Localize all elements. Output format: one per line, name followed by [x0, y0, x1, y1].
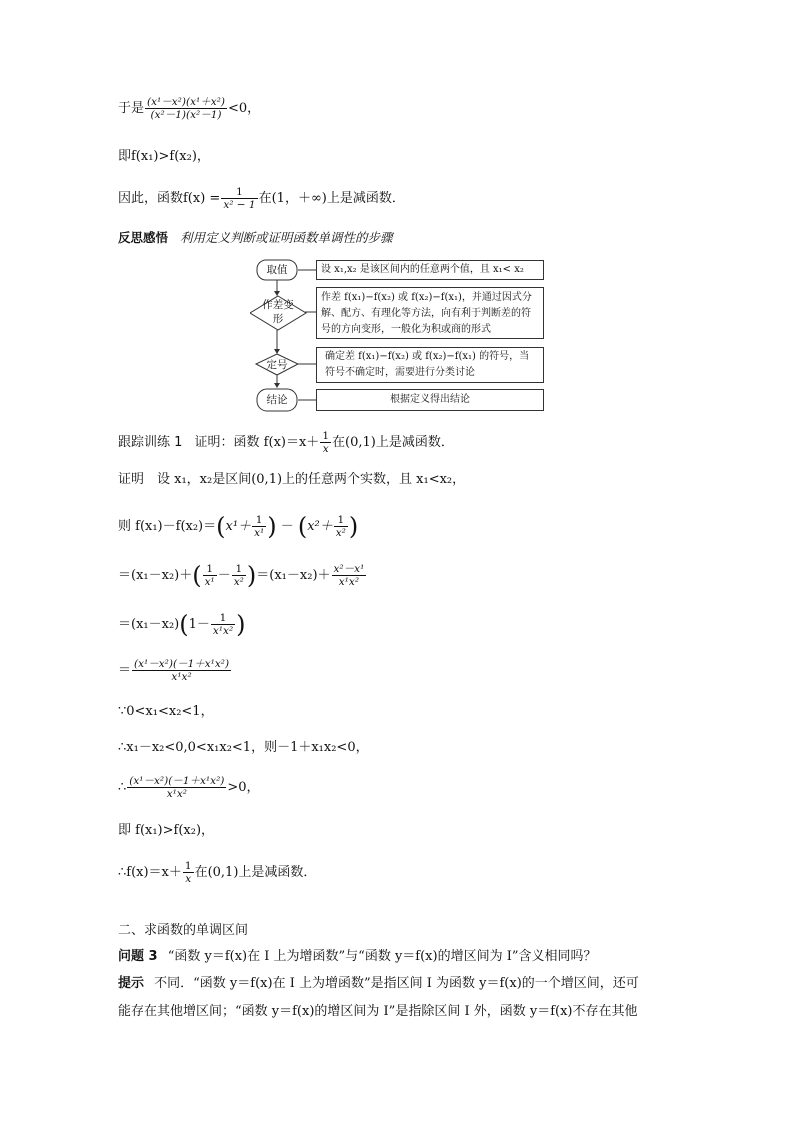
- exercise-label: 跟踪训练 1: [118, 435, 183, 450]
- proof-step-3: ＝(x₁－x₂)(1－ $\frac{1}{\text{x¹x²}}$ ): [118, 610, 246, 639]
- fraction: $\frac{\text{(x¹－x²)(－1＋x¹x²)}}{\text{x¹x²}}$: [129, 775, 225, 800]
- line-inequality: 即f(x₁)>f(x₂)，: [118, 149, 210, 164]
- fraction: $\frac{1}{\text{x¹}}$: [204, 563, 215, 588]
- flowchart-box-2: 作差 f(x₁)−f(x₂) 或 f(x₂)−f(x₁)，并通过因式分解、配方、有理化等方法，向有利于判断差的符号的方向变形，一般化为积或商的形式: [316, 287, 544, 339]
- flowchart-node-4: 结论: [266, 394, 288, 406]
- line-therefore: 因此，函数f(x) = $\frac{1}{\text{x² − 1}}$ 在(1，＋∞)上是减函数．: [118, 186, 405, 211]
- section-heading: 二、求函数的单调区间: [118, 923, 249, 938]
- hint-line-2: 能存在其他增区间；“函数 y＝f(x)的增区间为 I”是指除区间 I 外，函数 y＝f(x)不存在其他: [118, 1004, 638, 1019]
- fraction: $\frac{\text{(x¹－x²)(－1＋x¹x²)}}{\text{x¹x²}}$: [134, 658, 230, 683]
- proof-condition-1: ∵0<x₁<x₂<1，: [118, 704, 214, 719]
- proof-final: ∴f(x)＝x＋ $\frac{1}{x}$ 在(0,1)上是减函数．: [118, 860, 317, 885]
- proof-inequality: 即 f(x₁)>f(x₂)，: [118, 823, 215, 838]
- reflection-label: 反思感悟: [118, 230, 169, 245]
- reflection-title: 利用定义判断或证明函数单调性的步骤: [180, 230, 393, 245]
- proof-conclusion-fraction: ∴ $\frac{\text{(x¹－x²)(－1＋x¹x²)}}{\text{x¹x²}}$ >0，: [118, 775, 260, 800]
- proof-intro: 证明 设 x₁，x₂是区间(0,1)上的任意两个实数，且 x₁<x₂，: [118, 472, 466, 487]
- proof-step-2: ＝(x₁－x₂)＋( $\frac{1}{\text{x¹}}$ － $\frac{1}{\text{x²}}$ )＝(x₁－x₂)＋ $\frac{\text{x²－x¹}}{\text{x¹x²}}$: [118, 561, 365, 590]
- flowchart-box-4: 根据定义得出结论: [316, 389, 544, 411]
- hint-line-1: 提示 不同．“函数 y＝f(x)在 I 上为增函数”是指区间 I 为函数 y＝f(x)的一个增区间，还可: [118, 976, 639, 991]
- flowchart: [250, 258, 546, 414]
- fraction: $\frac{1}{\text{x¹}}$: [254, 514, 265, 539]
- hint-label: 提示: [118, 976, 145, 991]
- fraction: $\frac{1}{x}$: [184, 860, 192, 885]
- flowchart-box-1: 设 x₁,x₂ 是该区间内的任意两个值，且 x₁< x₂: [316, 260, 544, 280]
- fraction: $\frac{1}{\text{x¹x²}}$: [212, 612, 234, 637]
- reflection-heading: [118, 229, 393, 247]
- question-line: 问题 3 “函数 y＝f(x)在 I 上为增函数”与“函数 y＝f(x)的增区间为 I”含义相同吗？: [118, 949, 597, 964]
- flowchart-node-3: 定号: [266, 359, 288, 371]
- proof-step-1: 则 f(x₁)－f(x₂)＝(x¹＋ $\frac{1}{\text{x¹}}$ ) － (x²＋ $\frac{1}{\text{x²}}$ ): [118, 512, 359, 541]
- exercise-line: 跟踪训练 1 证明：函数 f(x)＝x＋ $\frac{1}{x}$ 在(0,1)上是减函数．: [118, 430, 454, 455]
- fraction: $\frac{\text{(x¹－x²)(x¹＋x²)}}{\text{(x²－1)(x²－1)}}$: [147, 96, 225, 121]
- flowchart-node-1: 取值: [266, 264, 288, 276]
- proof-condition-2: ∴x₁－x₂<0,0<x₁x₂<1，则－1＋x₁x₂<0，: [118, 740, 369, 755]
- fraction: $\frac{1}{\text{x²}}$: [335, 514, 346, 539]
- question-label: 问题 3: [118, 949, 158, 964]
- fraction: $\frac{1}{\text{x²}}$: [233, 563, 244, 588]
- flowchart-box-3: 确定差 f(x₁)−f(x₂) 或 f(x₂)−f(x₁) 的符号，当符号不确定时，需要进行分类讨论: [316, 347, 544, 383]
- fraction: $\frac{\text{x²－x¹}}{\text{x¹x²}}$: [333, 563, 365, 588]
- line-conclusion-fraction: 于是 $\frac{\text{(x¹－x²)(x¹＋x²)}}{\text{(x²－1)(x²－1)}}$ <0，: [118, 96, 261, 121]
- fraction: $\frac{1}{x}$: [322, 430, 329, 455]
- proof-step-4: ＝ $\frac{\text{(x¹－x²)(－1＋x¹x²)}}{\text{x¹x²}}$: [118, 658, 230, 683]
- fraction: $\frac{1}{\text{x² − 1}}$: [223, 186, 256, 211]
- flowchart-node-2: 作差变形: [262, 299, 294, 325]
